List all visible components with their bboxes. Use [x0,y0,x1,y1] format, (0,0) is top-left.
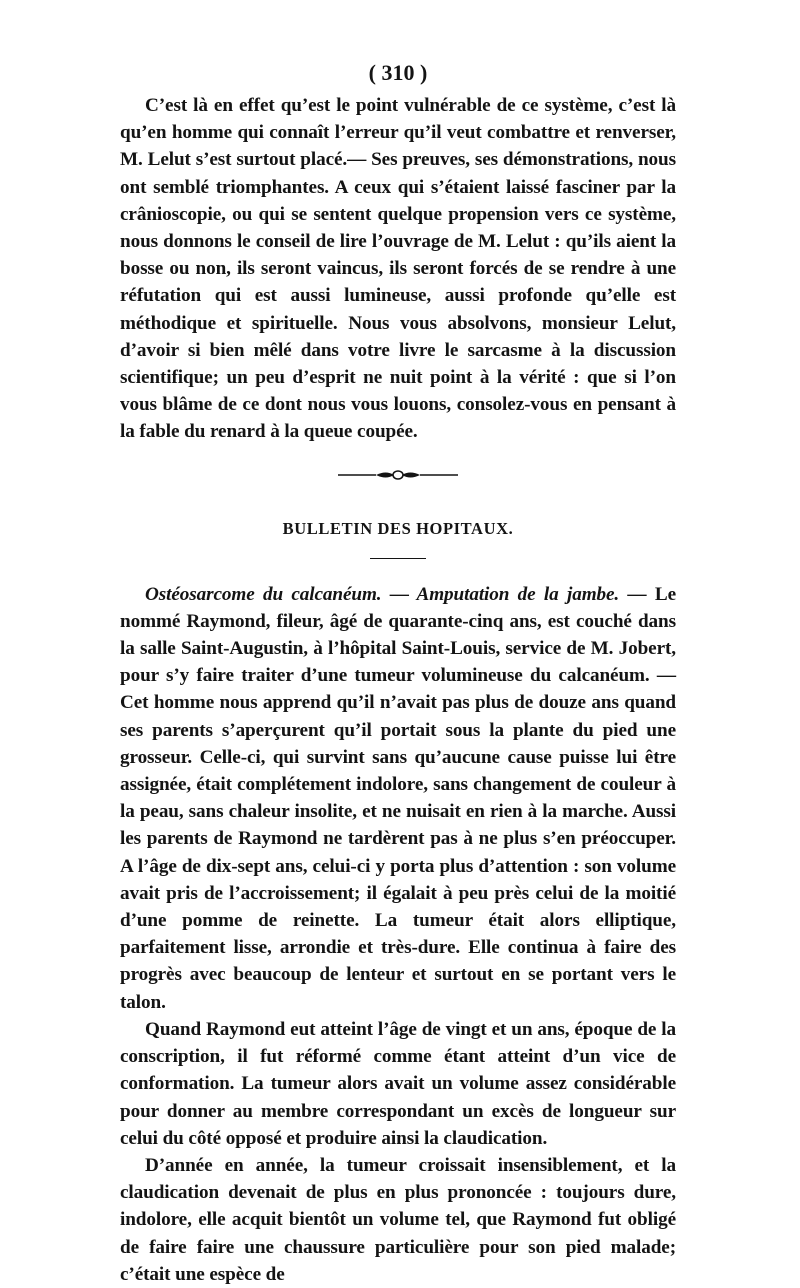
case-subheading: Ostéosarcome du calcanéum. — Amputation de la jambe. — [145,583,647,605]
paragraph-2 [120,581,676,1016]
page-number: ( 310 ) [368,60,428,85]
paragraph-2-text: Le nommé Raymond, fileur, âgé de quarante-cinq ans, est couché dans la salle Saint-Augustin, à l’hôpital Saint-Louis, service de M. Jobert, pour s’y faire traiter d’une tumeur volumineuse du calcanéum. — Cet homme nous apprend qu’il n’avait pas plus de douze ans quand ses parents s’aperçurent qu’il portait sous la plante du pied une grosseur. Celle-ci, qui survint sans qu’aucune cause puisse lui être assignée, était complétement indolore, sans changement de couleur à la peau, sans chaleur insolite, et ne nuisait en rien à la marche. Aussi les parents de Raymond ne tardèrent pas à ne plus s’en préoccuper. A l’âge de dix-sept ans, celui-ci y porta plus d’attention : son volume avait pris de l’accroissement; il égalait à peu près celui de la moitié d’une pomme de reinette. La tumeur était alors elliptique, parfaitement lisse, arrondie et très-dure. Elle continua à faire des progrès avec beaucoup de lenteur et surtout en se portant vers le talon. [120,583,676,1013]
ornament-divider [338,468,458,482]
book-page [120,58,676,1288]
paragraph-3: Quand Raymond eut atteint l’âge de vingt et un ans, époque de la conscription, il fut réformé comme étant atteint d’un vice de conformation. La tumeur alors avait un volume assez considérable pour donner au membre correspondant un excès de longueur sur celui du côté opposé et produire ainsi la claudication. [120,1018,676,1149]
heading-rule [370,558,426,559]
section-heading: BULLETIN DES HOPITAUX. [282,518,514,538]
paragraph-4: D’année en année, la tumeur croissait insensiblement, et la claudication devenait de plus en plus prononcée : toujours dure, indolore, elle acquit bientôt un volume tel, que Raymond fut obligé de faire faire une chaussure particulière pour son pied malade; c’était une espèce de [120,1154,676,1285]
paragraph-1: C’est là en effet qu’est le point vulnérable de ce système, c’est là qu’en homme qui connaît l’erreur qu’il veut combattre et renverser, M. Lelut s’est surtout placé.— Ses preuves, ses démonstrations, nous ont semblé triomphantes. A ceux qui s’étaient laissé fasciner par la crânioscopie, ou qui se sentent quelque propension vers ce système, nous donnons le conseil de lire l’ouvrage de M. Lelut : qu’ils aient la bosse ou non, ils seront vaincus, ils seront forcés de se rendre à une réfutation qui est aussi lumineuse, aussi profonde qu’elle est méthodique et spirituelle. Nous vous absolvons, monsieur Lelut, d’avoir si bien mêlé dans votre livre le sarcasme à la discussion scientifique; un peu d’esprit ne nuit point à la vérité : que si l’on vous blâme de ce dont nous vous louons, consolez-vous en pensant à la fable du renard à la queue coupée. [120,95,676,443]
